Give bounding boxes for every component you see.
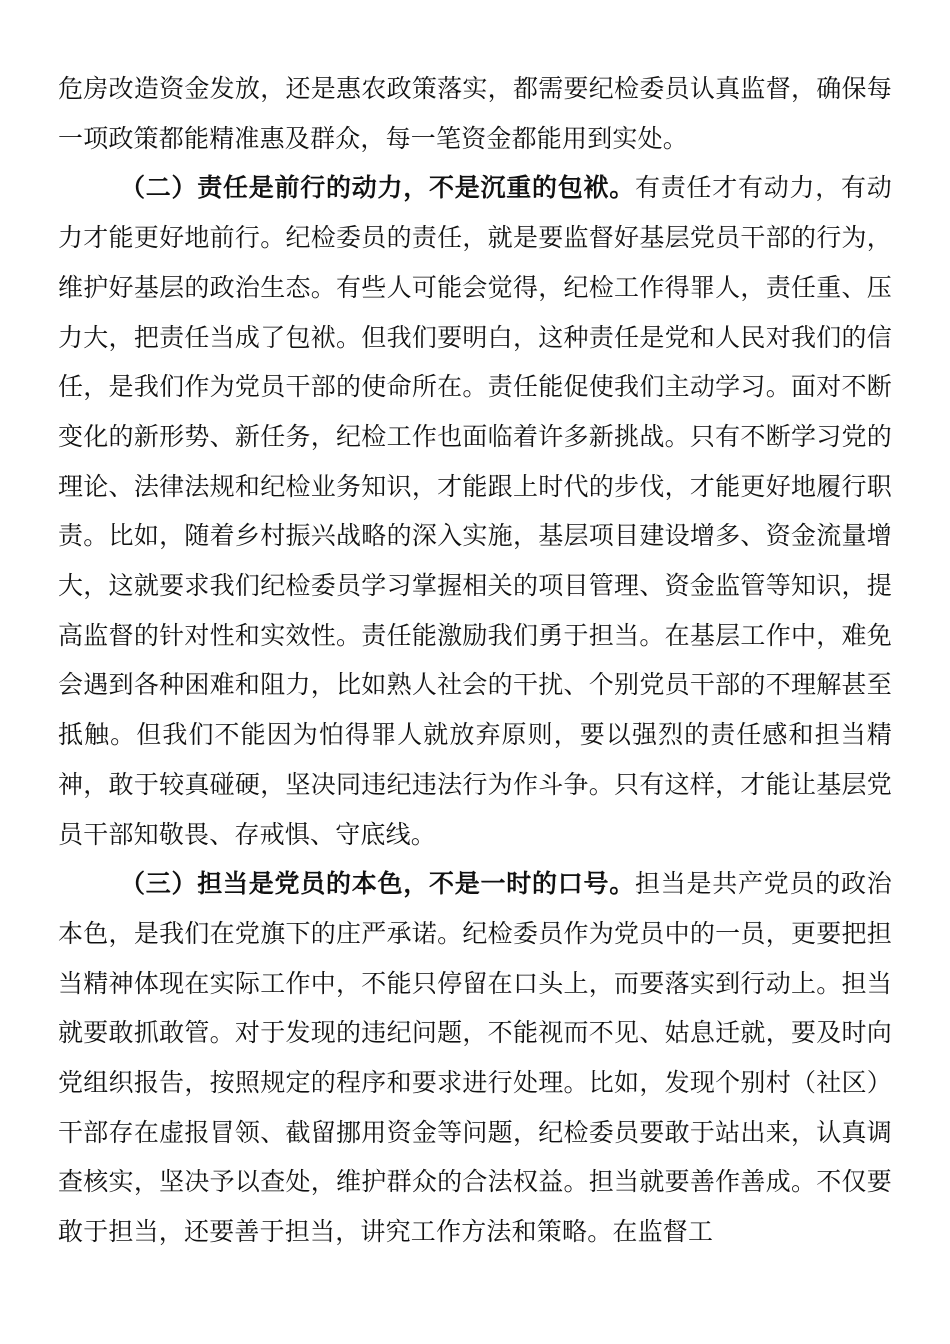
paragraph-text: 有责任才有动力，有动力才能更好地前行。纪检委员的责任，就是要监督好基层党员干部的行为，维护好基层的政治生态。有些人可能会觉得，纪检工作得罪人，责任重、压力大，把责任当成了包袱。但我们要明白，这种责任是党和人民对我们的信任，是我们作为党员干部的使命所在。责任能促使我们主动学习。面对不断变化的新形势、新任务，纪检工作也面临着许多新挑战。只有不断学习党的理论、法律法规和纪检业务知识，才能跟上时代的步伐，才能更好地履行职责。比如，随着乡村振兴战略的深入实施，基层项目建设增多、资金流量增大，这就要求我们纪检委员学习掌握相关的项目管理、资金监管等知识，提高监督的针对性和实效性。责任能激励我们勇于担当。在基层工作中，难免会遇到各种困难和阻力，比如熟人社会的干扰、个别党员干部的不理解甚至抵触。但我们不能因为怕得罪人就放弃原则，要以强烈的责任感和担当精神，敢于较真碰硬，坚决同违纪违法行为作斗争。只有这样，才能让基层党员干部知敬畏、存戒惧、守底线。 — [58, 173, 892, 849]
paragraph-section-three — [58, 859, 892, 1257]
paragraph-text: 危房改造资金发放，还是惠农政策落实，都需要纪检委员认真监督，确保每一项政策都能精准惠及群众，每一笔资金都能用到实处。 — [58, 74, 892, 153]
paragraph-text: 担当是共产党员的政治本色，是我们在党旗下的庄严承诺。纪检委员作为党员中的一员，更要把担当精神体现在实际工作中，不能只停留在口头上，而要落实到行动上。担当就要敢抓敢管。对于发现的违纪问题，不能视而不见、姑息迁就，要及时向党组织报告，按照规定的程序和要求进行处理。比如，发现个别村（社区）干部存在虚报冒领、截留挪用资金等问题，纪检委员要敢于站出来，认真调查核实，坚决予以查处，维护群众的合法权益。担当就要善作善成。不仅要敢于担当，还要善于担当，讲究工作方法和策略。在监督工 — [58, 869, 892, 1247]
document-body — [58, 64, 892, 1257]
paragraph-section-two — [58, 163, 892, 859]
paragraph-intro-continuation — [58, 64, 892, 163]
section-heading-two: （二）责任是前行的动力，不是沉重的包袱。 — [120, 173, 636, 203]
section-heading-three: （三）担当是党员的本色，不是一时的口号。 — [120, 869, 636, 899]
